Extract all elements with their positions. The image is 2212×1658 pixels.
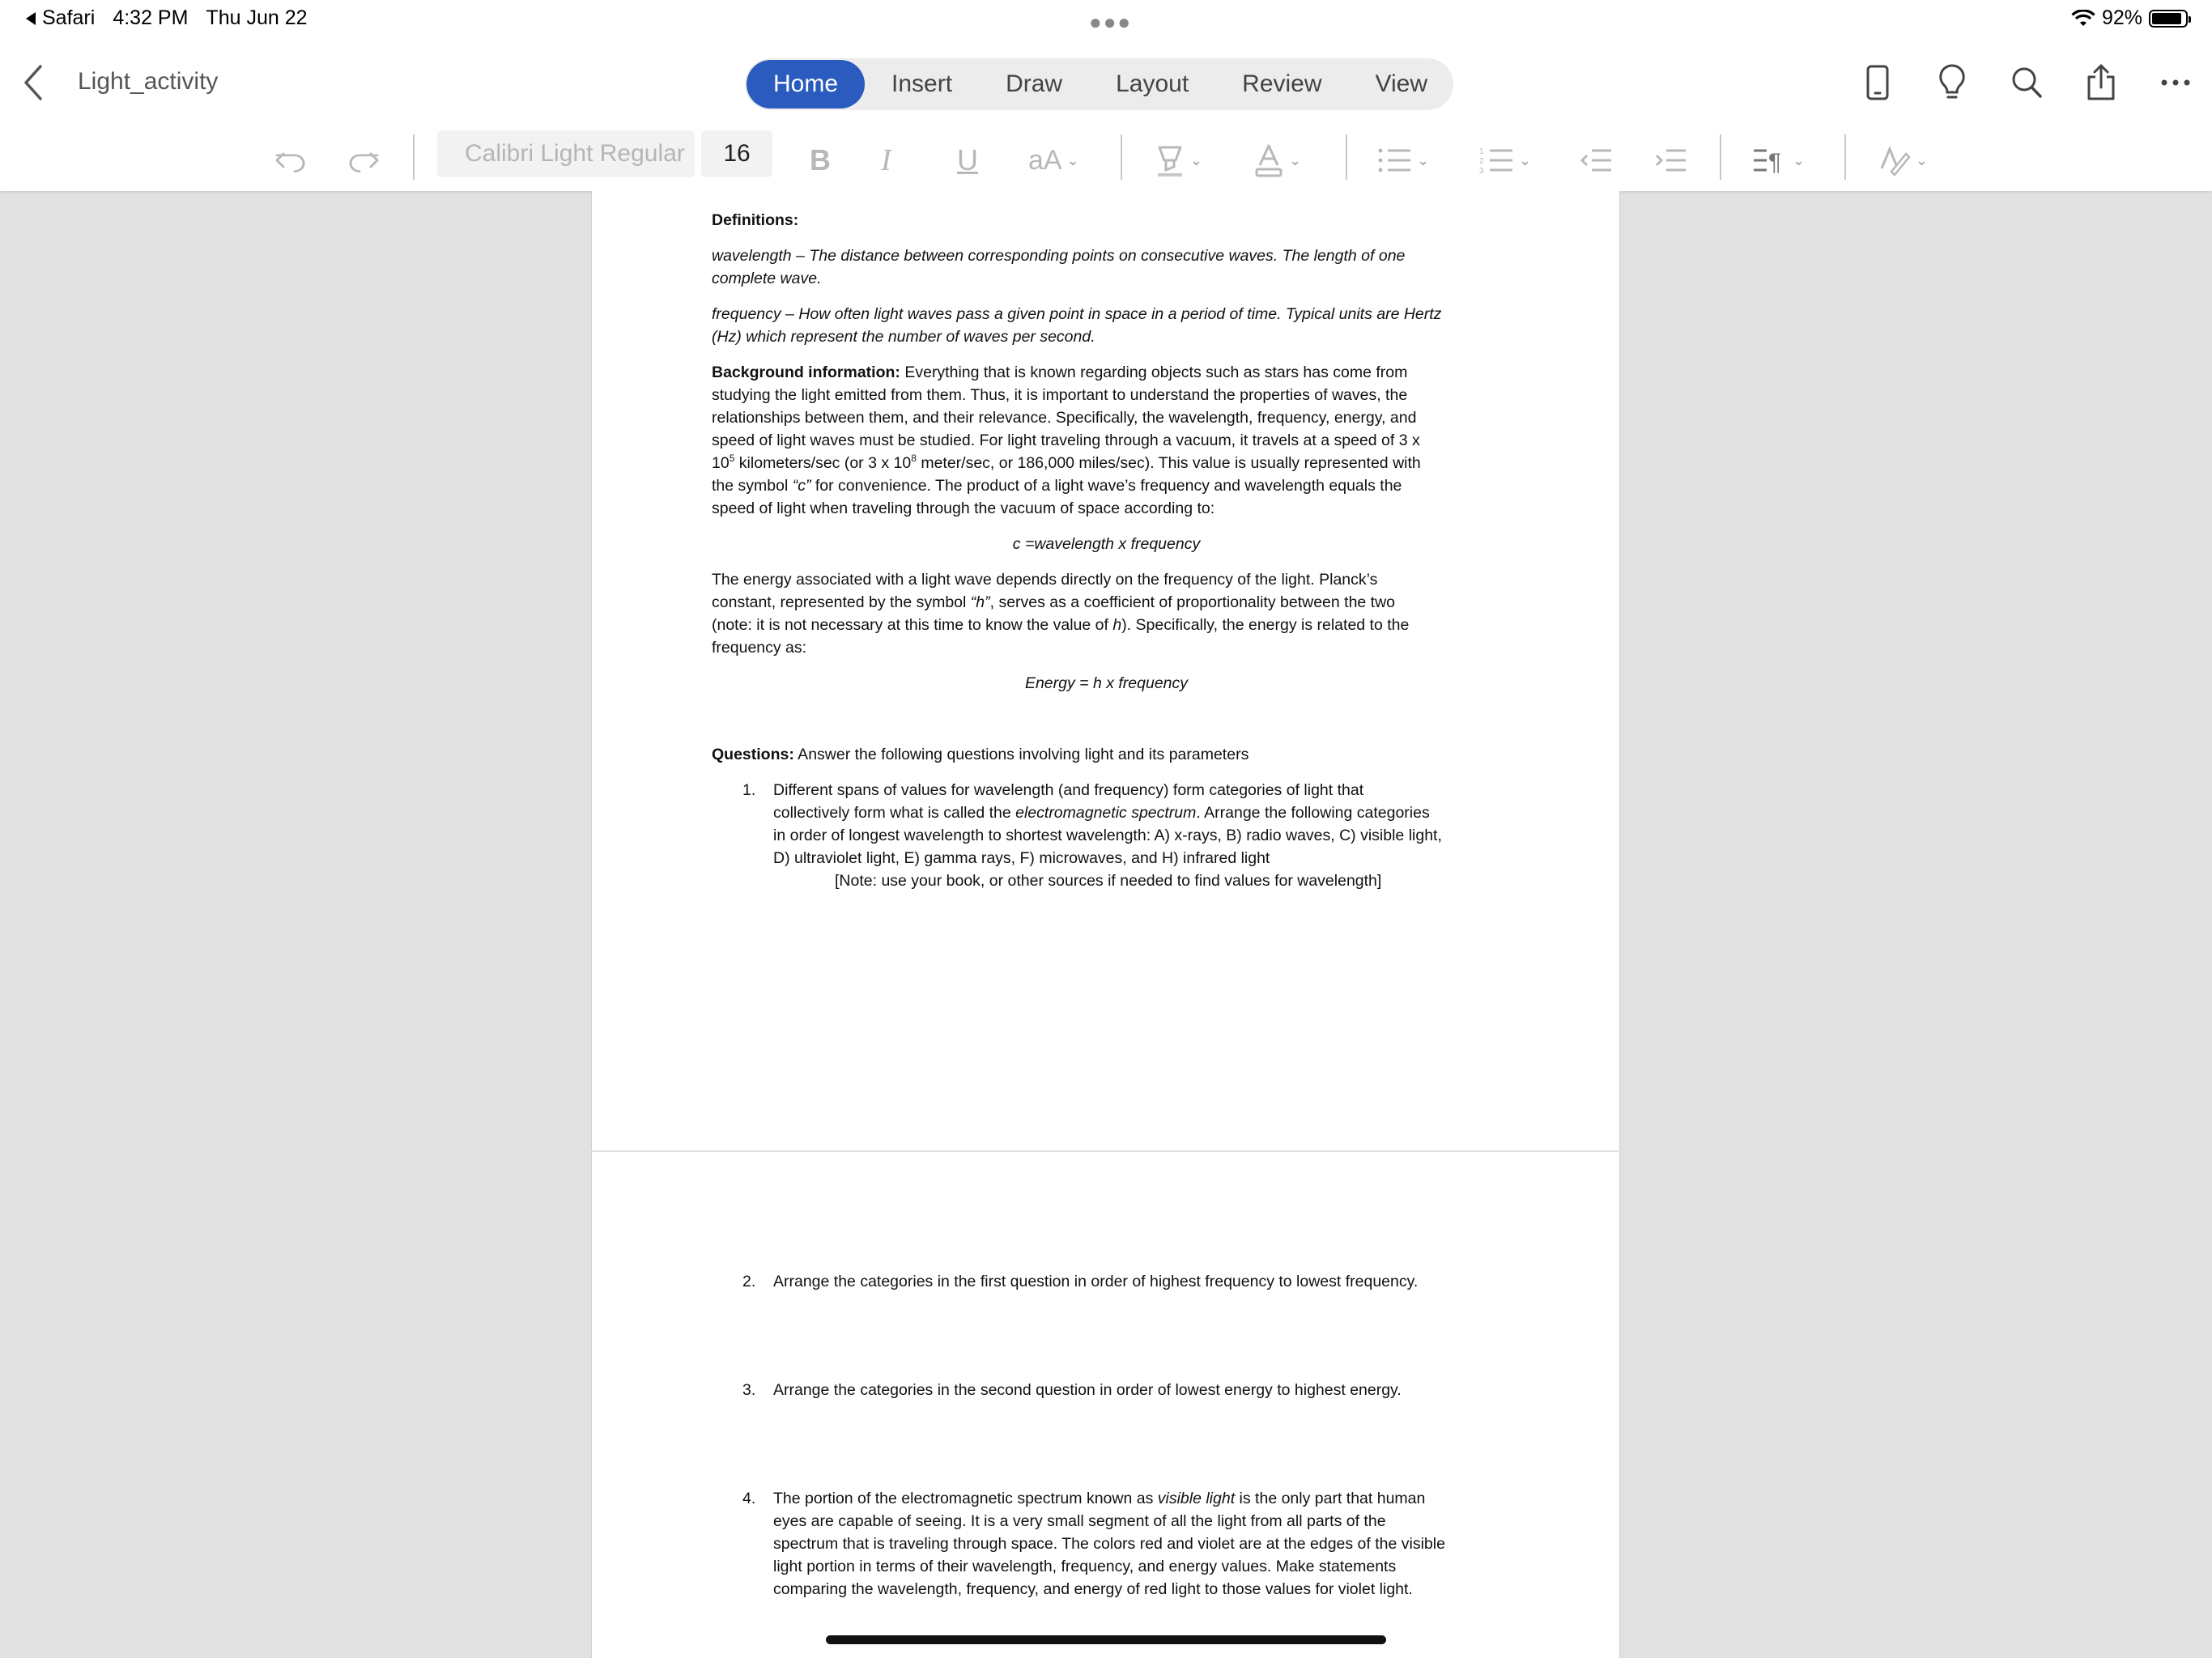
question-4-line [773,1487,1425,1510]
question-1-note: [Note: use your book, or other sources if needed to find values for wavelength] [835,872,1382,890]
emphasis-term: visible light [1157,1490,1236,1507]
question-2-text: Arrange the categories in the first question in order of highest frequency to lowest frequency. [773,1273,1419,1290]
background-paragraph-line: studying the light emitted from them. Thus, it is important to understand the properties of waves, the [712,386,1408,404]
toolbar-divider [1844,134,1846,180]
app-header [0,39,2212,130]
chevron-down-icon: ⌄ [1066,151,1079,168]
home-indicator[interactable] [826,1635,1386,1644]
question-4-line: comparing the wavelength, frequency, and energy of red light to those values for violet light. [773,1580,1413,1598]
font-color-button[interactable] [1253,130,1301,191]
back-triangle-icon [24,11,37,26]
back-to-app-link[interactable] [24,6,95,30]
styles-button[interactable] [1878,130,1928,191]
background-paragraph-line: speed of light waves must be studied. For light traveling through a vacuum, it travels at a speed of 3 x [712,432,1420,449]
search-icon [2010,66,2043,100]
symbol-h: “h” [970,593,990,611]
text-run: meter/sec, or 186,000 miles/sec). This value is usually represented with [916,454,1421,472]
text-run: (note: it is not necessary at this time to know the value of [712,616,1113,634]
document-page-2[interactable] [591,1152,1620,1658]
text-run: the symbol [712,477,793,495]
emphasis-term: electromagnetic spectrum [1015,804,1197,822]
back-icon [18,62,50,104]
ideas-button[interactable] [1932,60,1972,105]
increase-indent-icon [1655,144,1687,176]
font-name-field[interactable]: Calibri Light Regular [437,130,695,177]
frequency-definition-line: (Hz) which represent the number of waves per second. [712,328,1095,346]
question-number: 3. [742,1381,756,1399]
toolbar-divider [1346,134,1347,180]
text-run: . Arrange the following categories [1196,804,1430,822]
font-size-change-icon: aA [1028,144,1062,176]
questions-label: Questions: [712,746,794,763]
underline-button[interactable] [957,130,978,191]
energy-paragraph-line: The energy associated with a light wave depends directly on the frequency of the light. Planck’s [712,571,1378,589]
share-button[interactable] [2081,60,2121,105]
document-title[interactable]: Light_activity [78,68,219,95]
question-1-line: in order of longest wavelength to shortest wavelength: A) x-rays, B) radio waves, C) visible light, [773,827,1442,844]
tab-home[interactable]: Home [747,60,865,108]
paragraph-mark-icon [1752,144,1788,176]
italic-icon: I [881,143,891,177]
multitasking-dots-icon[interactable]: ●●● [1089,10,1133,34]
font-color-icon [1253,142,1284,178]
chevron-down-icon: ⌄ [1519,151,1532,168]
svg-text:¶: ¶ [1768,149,1782,176]
background-paragraph-line: relationships between them, and their relevance. Specifically, the wavelength, frequency, energy, and [712,409,1417,427]
questions-intro [712,743,1249,766]
background-paragraph-line [712,452,1421,474]
text-run: constant, represented by the symbol [712,593,971,611]
superscript: 8 [911,453,917,464]
symbol-c: “c” [792,477,811,495]
speed-of-light-equation: c =wavelength x frequency [1012,535,1201,553]
question-4-line: eyes are capable of seeing. It is a very small segment of all the light from all parts of the [773,1512,1386,1530]
battery-icon [2149,10,2188,28]
toolbar-divider [1121,134,1122,180]
text-run: kilometers/sec (or 3 x 10 [734,454,912,472]
chevron-down-icon: ⌄ [1793,151,1806,168]
definitions-heading: Definitions: [712,211,799,229]
question-number: 4. [742,1490,756,1507]
back-button[interactable] [18,62,50,104]
question-3-text: Arrange the categories in the second question in order of lowest energy to highest energy. [773,1381,1402,1399]
background-label: Background information: [712,363,900,381]
background-paragraph-line [712,474,1402,497]
text-run: for convenience. The product of a light wave’s frequency and wavelength equals the [810,477,1402,495]
increase-indent-button[interactable] [1655,130,1687,191]
redo-button[interactable] [347,130,381,191]
highlight-button[interactable] [1155,130,1202,191]
document-page-1[interactable] [591,191,1620,1150]
tab-insert[interactable]: Insert [891,70,953,97]
bold-button[interactable] [810,130,831,191]
battery-percent: 92% [2101,6,2142,29]
mobile-view-button[interactable] [1857,60,1898,105]
question-4-line: spectrum that is traveling through space. The colors red and violet are at the edges of the visible [773,1535,1445,1553]
chevron-down-icon: ⌄ [1289,151,1302,168]
wavelength-definition-line: complete wave. [712,270,822,287]
text-run: ). Specifically, the energy is related to the [1121,616,1410,634]
highlighter-icon [1155,142,1185,178]
superscript: 5 [729,453,735,464]
numbering-icon [1478,144,1514,176]
tab-review[interactable]: Review [1242,70,1322,97]
decrease-indent-icon [1580,144,1613,176]
status-bar [0,0,2212,39]
question-number: 2. [742,1273,756,1290]
svg-text:2: 2 [1479,157,1484,166]
symbol-h: h [1112,616,1122,634]
question-1-line: Different spans of values for wavelength (and frequency) form categories of light that [773,781,1364,799]
bold-icon: B [810,143,831,176]
numbering-button[interactable] [1478,130,1531,191]
more-icon [2161,79,2190,87]
lightbulb-icon [1938,63,1967,102]
energy-paragraph-line [712,591,1395,614]
font-size-field[interactable]: 16 [701,130,772,177]
toolbar-divider [413,134,415,180]
search-button[interactable] [2006,60,2047,105]
question-1-line [773,801,1430,824]
question-1-line: D) ultraviolet light, E) gamma rays, F) microwaves, and H) infrared light [773,849,1270,867]
undo-icon [274,142,308,178]
question-number: 1. [742,781,756,799]
decrease-indent-button[interactable] [1580,130,1613,191]
back-app-label: Safari [42,6,96,29]
toolbar-divider [1720,134,1721,180]
status-date: Thu Jun 22 [206,6,308,29]
paragraph-button[interactable] [1752,130,1805,191]
text-run: The portion of the electromagnetic spectrum known as [773,1490,1158,1507]
phone-view-icon [1865,64,1890,101]
energy-paragraph-line: frequency as: [712,639,807,657]
background-paragraph-line [712,361,1407,384]
tab-view[interactable]: View [1375,70,1428,97]
tab-draw[interactable]: Draw [1006,70,1063,97]
wavelength-definition-line: wavelength – The distance between corresponding points on consecutive waves. The length of one [712,247,1406,265]
chevron-down-icon: ⌄ [1916,151,1929,168]
home-ribbon-toolbar [0,130,2212,191]
more-button[interactable] [2155,60,2196,105]
background-paragraph-line: speed of light when traveling through the vacuum of space according to: [712,500,1215,517]
styles-icon [1878,144,1911,176]
tab-layout[interactable]: Layout [1116,70,1189,97]
text-run: collectively form what is called the [773,804,1016,822]
text-run: Answer the following questions involving light and its parameters [793,746,1249,763]
text-run: is the only part that human [1235,1490,1426,1507]
chevron-down-icon: ⌄ [1417,151,1430,168]
text-run: 10 [712,454,730,472]
frequency-definition-line: frequency – How often light waves pass a given point in space in a period of time. Typical units are Hertz [712,305,1442,323]
status-time: 4:32 PM [113,6,189,29]
background-text: Everything that is known regarding objects such as stars has come from [900,363,1408,381]
underline-icon: U [957,143,978,176]
share-icon [2085,63,2117,102]
energy-equation: Energy = h x frequency [1024,674,1189,692]
chevron-down-icon: ⌄ [1190,151,1203,168]
wifi-icon [2071,10,2095,28]
undo-button[interactable] [274,130,308,191]
italic-button[interactable] [881,130,891,191]
text-run: , serves as a coefficient of proportionality between the two [989,593,1396,611]
question-4-line: light portion in terms of their wavelength, frequency, and energy values. Make statements [773,1558,1397,1575]
ribbon-tabs [745,58,1453,110]
svg-text:3: 3 [1479,167,1484,176]
bullets-icon [1376,144,1412,176]
redo-icon [347,142,381,178]
bullets-button[interactable] [1376,130,1429,191]
svg-text:1: 1 [1479,147,1484,156]
change-case-button[interactable] [1028,130,1079,191]
energy-paragraph-line [712,614,1409,636]
